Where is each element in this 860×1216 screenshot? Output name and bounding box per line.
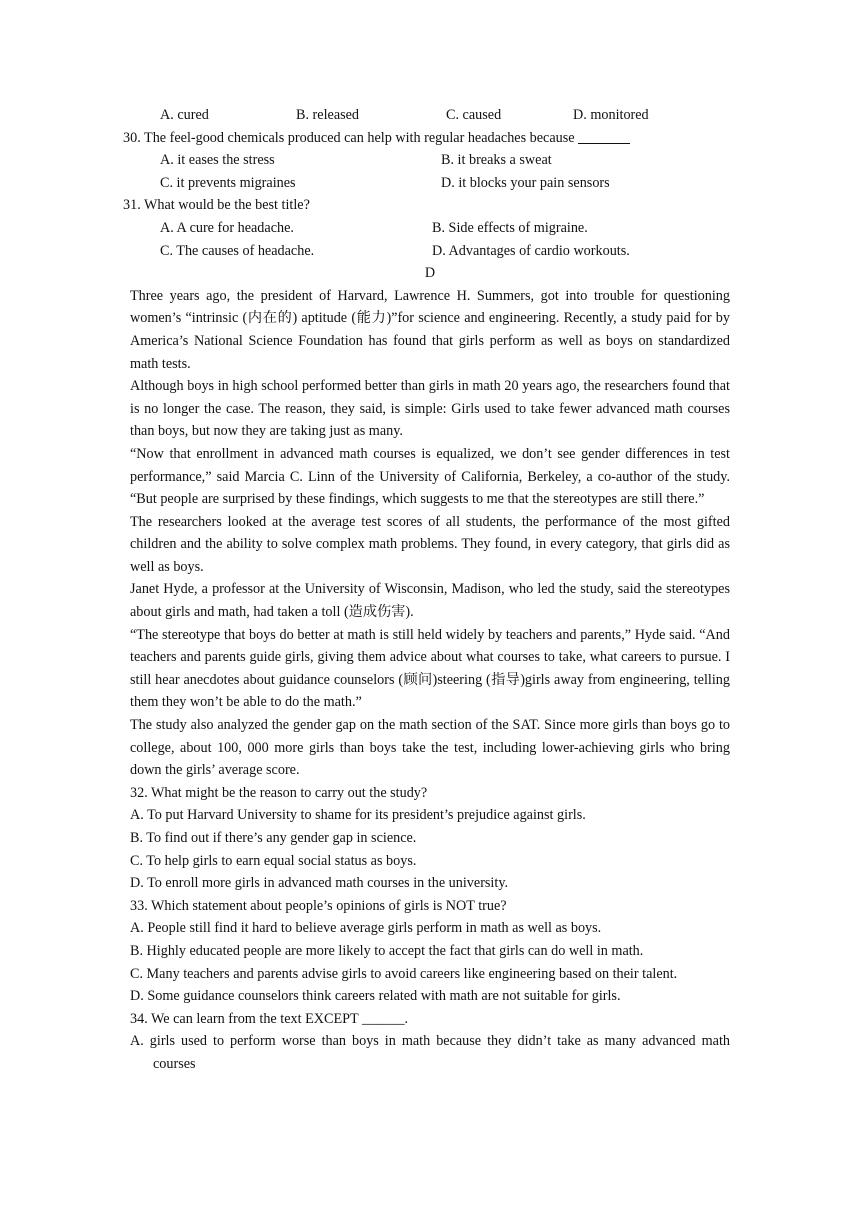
q29-option-a: A. cured bbox=[160, 107, 209, 123]
q31-option-a: A. A cure for headache. bbox=[160, 219, 294, 236]
q31-options-row1 bbox=[130, 217, 730, 240]
q30-option-b: B. it breaks a sweat bbox=[441, 152, 552, 169]
q34-option-a: A. girls used to perform worse than boys in math because they didn’t take as many advanced math courses bbox=[130, 1033, 730, 1072]
passage-paragraph-1: Three years ago, the president of Harvard, Lawrence H. Summers, got into trouble for questioning women’s “intrinsic (内在的) aptitude (能力)”for science and engineering. Recently, a study paid for by America’s National Science Foundation has found that girls perform as well as boys on standardized math tests. bbox=[130, 287, 730, 372]
section-heading: D bbox=[424, 265, 436, 282]
document-page bbox=[123, 104, 730, 1076]
q32-stem: 32. What might be the reason to carry out the study? bbox=[130, 784, 428, 801]
answer-blank bbox=[578, 129, 630, 144]
q33-stem: 33. Which statement about people’s opinions of girls is NOT true? bbox=[130, 897, 507, 914]
q29-options bbox=[130, 104, 730, 127]
q29-option-d: D. monitored bbox=[573, 107, 649, 123]
q33-option-b: B. Highly educated people are more likely to accept the fact that girls can do well in math. bbox=[130, 942, 644, 959]
q30-stem-text: 30. The feel-good chemicals produced can help with regular headaches because bbox=[123, 129, 575, 146]
q31-option-c: C. The causes of headache. bbox=[160, 242, 315, 259]
q31-option-d: D. Advantages of cardio workouts. bbox=[432, 242, 630, 259]
passage-paragraph-6: “The stereotype that boys do better at math is still held widely by teachers and parents,” Hyde said. “And teachers and parents guide girls, giving them advice about what courses to take, what careers to pursue. I still hear anecdotes about guidance counselors (顾问)steering (指导)girls away from engineering, telling them they won’t be able to do the math.” bbox=[130, 626, 730, 711]
q30-option-d: D. it blocks your pain sensors bbox=[441, 174, 610, 191]
q29-option-c: C. caused bbox=[446, 107, 502, 123]
q33-option-a: A. People still find it hard to believe average girls perform in math as well as boys. bbox=[130, 920, 602, 937]
q30-options-row2 bbox=[130, 172, 730, 195]
passage-paragraph-7: The study also analyzed the gender gap on the math section of the SAT. Since more girls than boys go to college, about 100, 000 more girls than boys take the test, including lower-achieving girls who bring down the girls’ average score. bbox=[130, 717, 730, 779]
passage-paragraph-5: Janet Hyde, a professor at the University of Wisconsin, Madison, who led the study, said the stereotypes about girls and math, had taken a toll (造成伤害). bbox=[130, 581, 730, 621]
q30-stem bbox=[123, 127, 730, 150]
q30-options-row1 bbox=[130, 149, 730, 172]
passage-paragraph-4: The researchers looked at the average test scores of all students, the performance of the most gifted children and the ability to solve complex math problems. They found, in every category, that girls did as well as boys. bbox=[130, 513, 730, 575]
passage-paragraph-3: “Now that enrollment in advanced math courses is equalized, we don’t see gender differences in test performance,” said Marcia C. Linn of the University of California, Berkeley, a co-author of the study. “But people are surprised by these findings, which suggests to me that the stereotypes are still there.” bbox=[130, 445, 730, 508]
q32-option-c: C. To help girls to earn equal social status as boys. bbox=[130, 852, 417, 869]
passage-paragraph-2: Although boys in high school performed better than girls in math 20 years ago, the researchers found that is no longer the case. The reason, they said, is simple: Girls used to take fewer advanced math courses than boys, but now they are taking just as many. bbox=[130, 378, 730, 440]
q30-option-c: C. it prevents migraines bbox=[160, 174, 296, 191]
q34-stem: 34. We can learn from the text EXCEPT ______. bbox=[130, 1010, 409, 1027]
q32-option-b: B. To find out if there’s any gender gap in science. bbox=[130, 830, 417, 846]
q29-option-b: B. released bbox=[296, 107, 360, 123]
q31-option-b: B. Side effects of migraine. bbox=[432, 219, 588, 236]
q33-option-d: D. Some guidance counselors think careers related with math are not suitable for girls. bbox=[130, 988, 621, 1005]
q32-option-a: A. To put Harvard University to shame for its president’s prejudice against girls. bbox=[130, 807, 586, 824]
q33-option-c: C. Many teachers and parents advise girls to avoid careers like engineering based on their talent. bbox=[130, 965, 678, 982]
q31-stem: 31. What would be the best title? bbox=[123, 197, 310, 214]
q31-options-row2 bbox=[130, 240, 730, 263]
q30-option-a: A. it eases the stress bbox=[160, 152, 275, 169]
q32-option-d: D. To enroll more girls in advanced math courses in the university. bbox=[130, 875, 509, 892]
